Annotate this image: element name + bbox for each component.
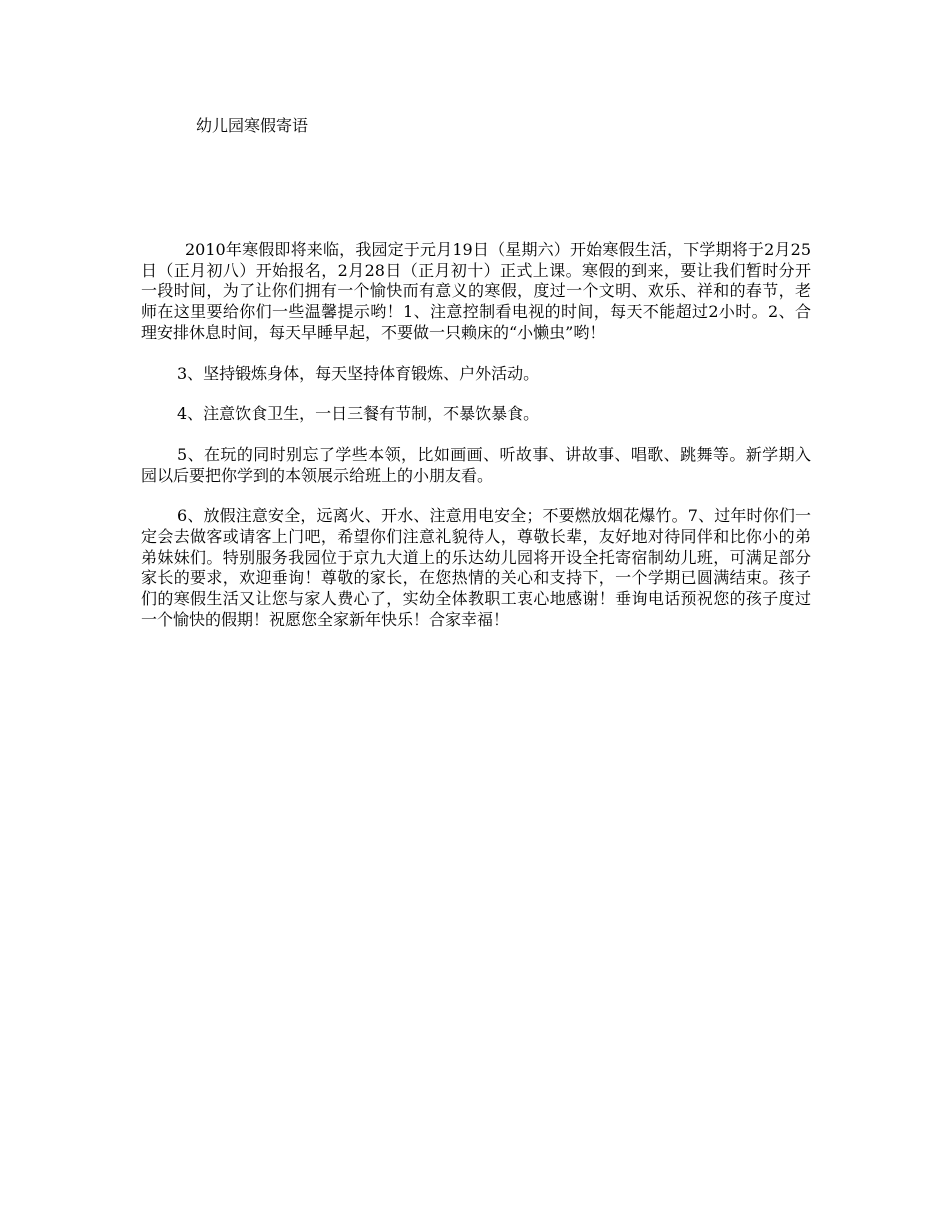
paragraph-tip-3: 3、坚持锻炼身体，每天坚持体育锻炼、户外活动。 — [177, 363, 540, 383]
document-body — [141, 240, 811, 651]
paragraph-tip-4: 4、注意饮食卫生，一日三餐有节制，不暴饮暴食。 — [177, 404, 540, 424]
paragraph-tip-5: 5、在玩的同时别忘了学些本领，比如画画、听故事、讲故事、唱歌、跳舞等。新学期入园以后要把你学到的本领展示给班上的小朋友看。 — [141, 444, 811, 485]
paragraph-intro: 2010年寒假即将来临，我园定于元月19日（星期六）开始寒假生活，下学期将于2月25日（正月初八）开始报名，2月28日（正月初十）正式上课。寒假的到来，要让我们暂时分开一段时间，为了让你们拥有一个愉快而有意义的寒假，度过一个文明、欢乐、祥和的春节，老师在这里要给你们一些温馨提示哟！1、注意控制看电视的时间，每天不能超过2小时。2、合理安排休息时间，每天早睡早起，不要做一只赖床的“小懒虫”哟！ — [141, 240, 811, 342]
document-title: 幼儿园寒假寄语 — [196, 116, 309, 135]
paragraph-tip-6-7: 6、放假注意安全，远离火、开水、注意用电安全；不要燃放烟花爆竹。7、过年时你们一定会去做客或请客上门吧，希望你们注意礼貌待人，尊敬长辈，友好地对待同伴和比你小的弟弟妹妹们。特别服务我园位于京九大道上的乐达幼儿园将开设全托寄宿制幼儿班，可满足部分家长的要求，欢迎垂询！尊敬的家长，在您热情的关心和支持下，一个学期已圆满结束。孩子们的寒假生活又让您与家人费心了，实幼全体教职工衷心地感谢！垂询电话预祝您的孩子度过一个愉快的假期！祝愿您全家新年快乐！合家幸福！ — [141, 506, 811, 629]
